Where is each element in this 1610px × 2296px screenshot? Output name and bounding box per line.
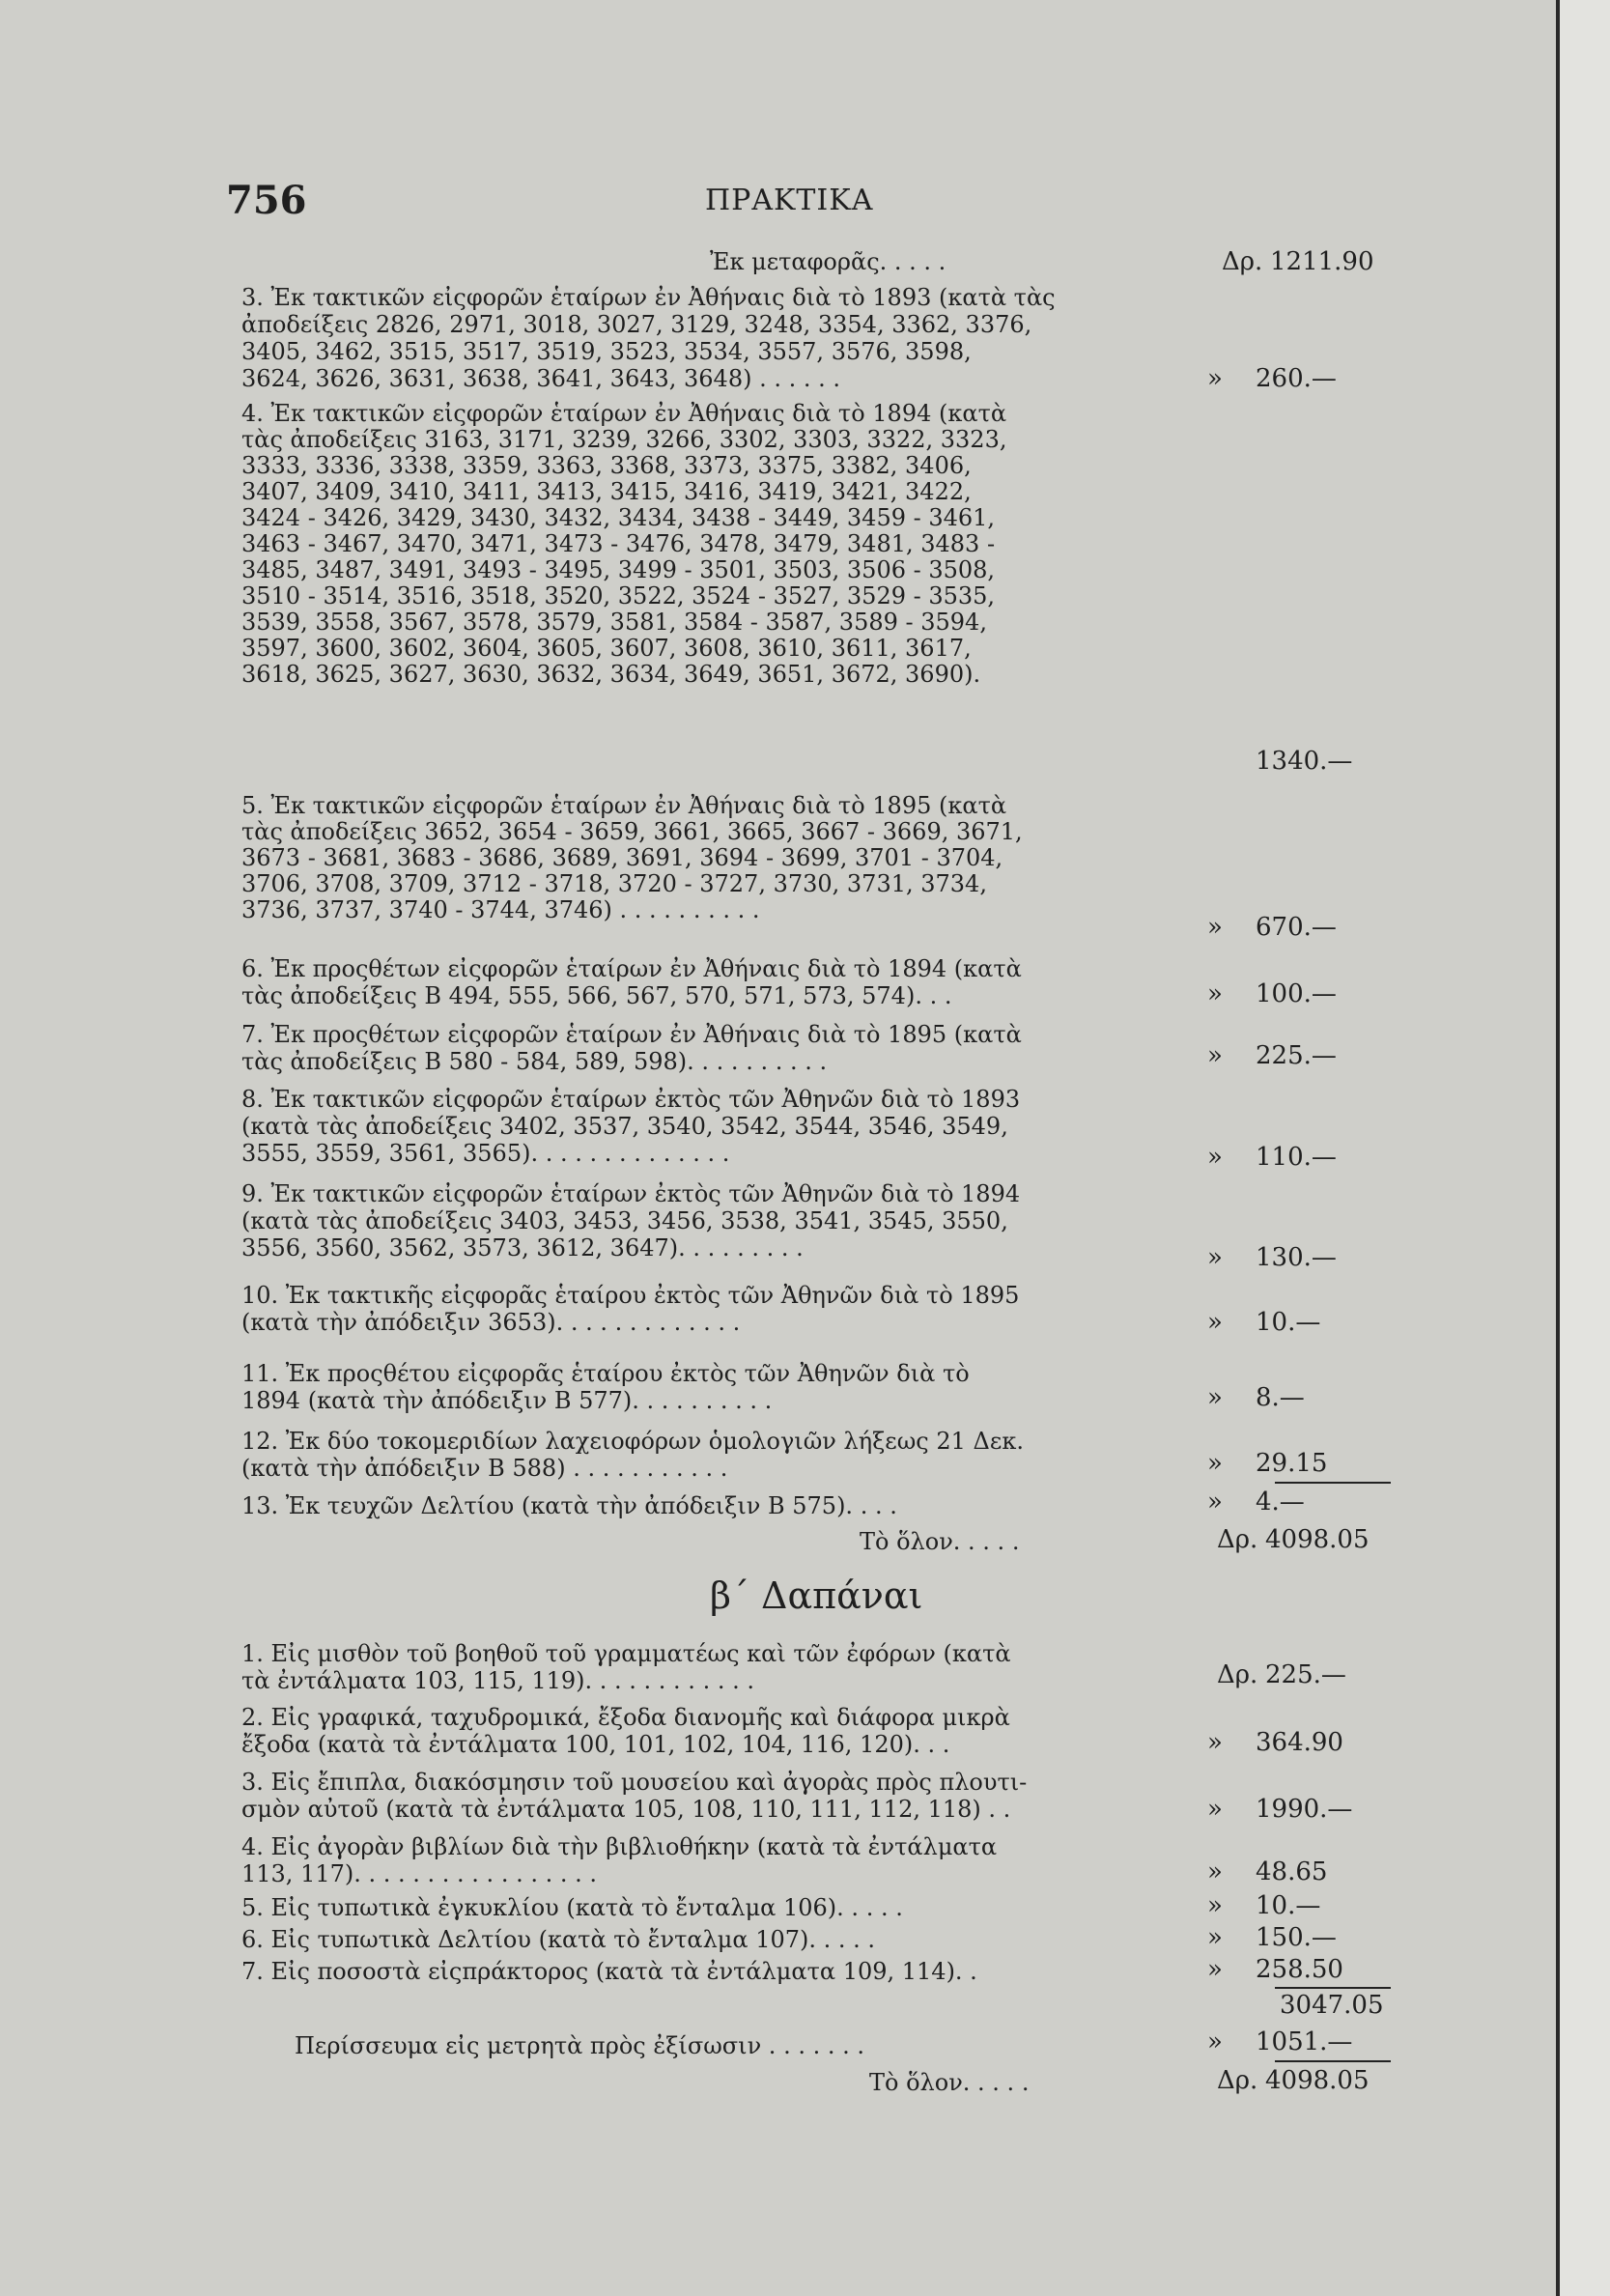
item-line: ἀποδείξεις 2826, 2971, 3018, 3027, 3129, 3248, 3354, 3362, 3376, — [241, 311, 1032, 338]
running-head: ΠΡΑΚΤΙΚΑ — [705, 184, 874, 217]
sum-rule — [1275, 2060, 1391, 2062]
item-line: 3706, 3708, 3709, 3712 - 3718, 3720 - 3727, 3730, 3731, 3734, — [241, 870, 987, 897]
surplus-amount: » 1051.— — [1207, 2027, 1353, 2056]
item-amount: » 130.— — [1207, 1243, 1337, 1272]
item-amount: » 670.— — [1207, 913, 1337, 942]
item-line: 3556, 3560, 3562, 3573, 3612, 3647). . . . . . . . . — [241, 1234, 804, 1261]
item-line: ἔξοδα (κατὰ τὰ ἐντάλματα 100, 101, 102, 104, 116, 120). . . — [241, 1731, 950, 1758]
item-line: 3555, 3559, 3561, 3565). . . . . . . . . . . . . . — [241, 1140, 730, 1167]
item-line: 2. Εἰς γραφικά, ταχυδρομικά, ἔξοδα διανομῆς καὶ διάφορα μικρὰ — [241, 1704, 1010, 1731]
item-amount: » 150.— — [1207, 1923, 1337, 1952]
item-line: τὰ ἐντάλματα 103, 115, 119). . . . . . . . . . . . — [241, 1667, 754, 1694]
item-amount: » 4.— — [1207, 1488, 1305, 1516]
item-line: 3463 - 3467, 3470, 3471, 3473 - 3476, 3478, 3479, 3481, 3483 - — [241, 530, 996, 557]
item-line: σμὸν αὐτοῦ (κατὰ τὰ ἐντάλματα 105, 108, 110, 111, 112, 118) . . — [241, 1796, 1011, 1823]
item-line: (κατὰ τὰς ἀποδείξεις 3402, 3537, 3540, 3542, 3544, 3546, 3549, — [241, 1113, 1008, 1140]
item-line: 6. Εἰς τυπωτικὰ Δελτίου (κατὰ τὸ ἔνταλμα 107). . . . . — [241, 1926, 876, 1953]
item-line: (κατὰ τὰς ἀποδείξεις 3403, 3453, 3456, 3538, 3541, 3545, 3550, — [241, 1207, 1008, 1234]
item-line: 3. Ἐκ τακτικῶν εἰςφορῶν ἑταίρων ἐν Ἀθήναις διὰ τὸ 1893 (κατὰ τὰς — [241, 284, 1056, 311]
item-amount: 1340.— — [1256, 747, 1353, 776]
item-amount: » 258.50 — [1207, 1955, 1343, 1984]
item-amount: » 100.— — [1207, 979, 1337, 1008]
item-line: 12. Ἐκ δύο τοκομεριδίων λαχειοφόρων ὁμολογιῶν λήξεως 21 Δεκ. — [241, 1428, 1024, 1455]
item-line: 3618, 3625, 3627, 3630, 3632, 3634, 3649, 3651, 3672, 3690). — [241, 661, 981, 688]
item-line: 13. Ἐκ τευχῶν Δελτίου (κατὰ τὴν ἀπόδειξιν Β 575). . . . — [241, 1492, 897, 1519]
item-amount: » 225.— — [1207, 1041, 1337, 1070]
item-line: 3405, 3462, 3515, 3517, 3519, 3523, 3534, 3557, 3576, 3598, — [241, 338, 972, 365]
income-total-amount: Δρ. 4098.05 — [1217, 1525, 1370, 1554]
item-line: 4. Εἰς ἀγορὰν βιβλίων διὰ τὴν βιβλιοθήκην (κατὰ τὰ ἐντάλματα — [241, 1833, 998, 1860]
item-line: 3485, 3487, 3491, 3493 - 3495, 3499 - 3501, 3503, 3506 - 3508, — [241, 556, 996, 583]
item-line: 7. Ἐκ προςθέτων εἰςφορῶν ἑταίρων ἐν Ἀθήναις διὰ τὸ 1895 (κατὰ — [241, 1021, 1022, 1048]
item-amount: » 29.15 — [1207, 1449, 1328, 1478]
item-amount: » 10.— — [1207, 1308, 1321, 1337]
item-amount: » 364.90 — [1207, 1728, 1343, 1757]
item-line: 3673 - 3681, 3683 - 3686, 3689, 3691, 3694 - 3699, 3701 - 3704, — [241, 844, 1003, 871]
carried-amount: Δρ. 1211.90 — [1222, 247, 1374, 276]
item-amount: » 110.— — [1207, 1143, 1337, 1172]
income-total-label: Τὸ ὅλον. . . . . — [860, 1528, 1020, 1555]
item-line: 3424 - 3426, 3429, 3430, 3432, 3434, 3438 - 3449, 3459 - 3461, — [241, 504, 996, 531]
item-amount: » 8.— — [1207, 1383, 1305, 1412]
item-line: 1. Εἰς μισθὸν τοῦ βοηθοῦ τοῦ γραμματέως καὶ τῶν ἐφόρων (κατὰ — [241, 1640, 1011, 1667]
expenses-subtotal: 3047.05 — [1280, 1991, 1384, 2020]
item-line: τὰς ἀποδείξεις Β 494, 555, 566, 567, 570, 571, 573, 574). . . — [241, 982, 952, 1009]
item-amount: » 48.65 — [1207, 1857, 1328, 1886]
item-line: τὰς ἀποδείξεις 3163, 3171, 3239, 3266, 3302, 3303, 3322, 3323, — [241, 426, 1007, 453]
item-line: 3736, 3737, 3740 - 3744, 3746) . . . . . . . . . . — [241, 896, 760, 923]
item-line: 5. Εἰς τυπωτικὰ ἐγκυκλίου (κατὰ τὸ ἔνταλμα 106). . . . . — [241, 1894, 903, 1921]
page-number: 756 — [226, 178, 307, 223]
item-line: (κατὰ τὴν ἀπόδειξιν 3653). . . . . . . . . . . . . — [241, 1309, 741, 1336]
item-line: 3597, 3600, 3602, 3604, 3605, 3607, 3608, 3610, 3611, 3617, — [241, 635, 972, 662]
binding-edge — [1556, 0, 1610, 2296]
surplus-label: Περίσσευμα εἰς μετρητὰ πρὸς ἐξίσωσιν . . . . . . . — [295, 2032, 864, 2059]
item-line: τὰς ἀποδείξεις Β 580 - 584, 589, 598). . . . . . . . . . — [241, 1048, 828, 1075]
item-amount: » 1990.— — [1207, 1795, 1353, 1824]
item-line: 9. Ἐκ τακτικῶν εἰςφορῶν ἑταίρων ἐκτὸς τῶν Ἀθηνῶν διὰ τὸ 1894 — [241, 1180, 1021, 1207]
item-line: (κατὰ τὴν ἀπόδειξιν Β 588) . . . . . . . . . . . — [241, 1455, 728, 1482]
item-line: 3510 - 3514, 3516, 3518, 3520, 3522, 3524 - 3527, 3529 - 3535, — [241, 582, 996, 609]
item-line: 6. Ἐκ προςθέτων εἰςφορῶν ἑταίρων ἐν Ἀθήναις διὰ τὸ 1894 (κατὰ — [241, 955, 1022, 982]
item-line: 5. Ἐκ τακτικῶν εἰςφορῶν ἑταίρων ἐν Ἀθήναις διὰ τὸ 1895 (κατὰ — [241, 792, 1007, 819]
item-line: 3333, 3336, 3338, 3359, 3363, 3368, 3373, 3375, 3382, 3406, — [241, 452, 972, 479]
item-line: 7. Εἰς ποσοστὰ εἰςπράκτορος (κατὰ τὰ ἐντάλματα 109, 114). . — [241, 1958, 977, 1985]
section-title-expenses: β΄ Δαπάναι — [710, 1574, 923, 1617]
sum-rule — [1275, 1482, 1391, 1484]
item-line: 11. Ἐκ προςθέτου εἰςφορᾶς ἑταίρου ἐκτὸς τῶν Ἀθηνῶν διὰ τὸ — [241, 1360, 970, 1387]
item-line: 4. Ἐκ τακτικῶν εἰςφορῶν ἑταίρων ἐν Ἀθήναις διὰ τὸ 1894 (κατὰ — [241, 400, 1007, 427]
expenses-total-amount: Δρ. 4098.05 — [1217, 2066, 1370, 2095]
item-line: 3407, 3409, 3410, 3411, 3413, 3415, 3416, 3419, 3421, 3422, — [241, 478, 972, 505]
item-line: 3539, 3558, 3567, 3578, 3579, 3581, 3584 - 3587, 3589 - 3594, — [241, 609, 987, 636]
carried-label: Ἐκ μεταφορᾶς. . . . . — [710, 248, 946, 275]
item-line: 3624, 3626, 3631, 3638, 3641, 3643, 3648) . . . . . . — [241, 365, 841, 392]
item-line: 113, 117). . . . . . . . . . . . . . . . . — [241, 1860, 597, 1887]
item-amount: Δρ. 225.— — [1217, 1660, 1346, 1689]
item-line: τὰς ἀποδείξεις 3652, 3654 - 3659, 3661, 3665, 3667 - 3669, 3671, — [241, 818, 1023, 845]
item-amount: » 260.— — [1207, 364, 1337, 393]
item-line: 10. Ἐκ τακτικῆς εἰςφορᾶς ἑταίρου ἐκτὸς τῶν Ἀθηνῶν διὰ τὸ 1895 — [241, 1282, 1020, 1309]
item-line: 8. Ἐκ τακτικῶν εἰςφορῶν ἑταίρων ἐκτὸς τῶν Ἀθηνῶν διὰ τὸ 1893 — [241, 1086, 1021, 1113]
item-amount: » 10.— — [1207, 1891, 1321, 1920]
item-line: 3. Εἰς ἔπιπλα, διακόσμησιν τοῦ μουσείου καὶ ἀγορὰς πρὸς πλουτι- — [241, 1769, 1028, 1796]
item-line: 1894 (κατὰ τὴν ἀπόδειξιν Β 577). . . . . . . . . . — [241, 1387, 773, 1414]
expenses-total-label: Τὸ ὅλον. . . . . — [869, 2069, 1030, 2096]
